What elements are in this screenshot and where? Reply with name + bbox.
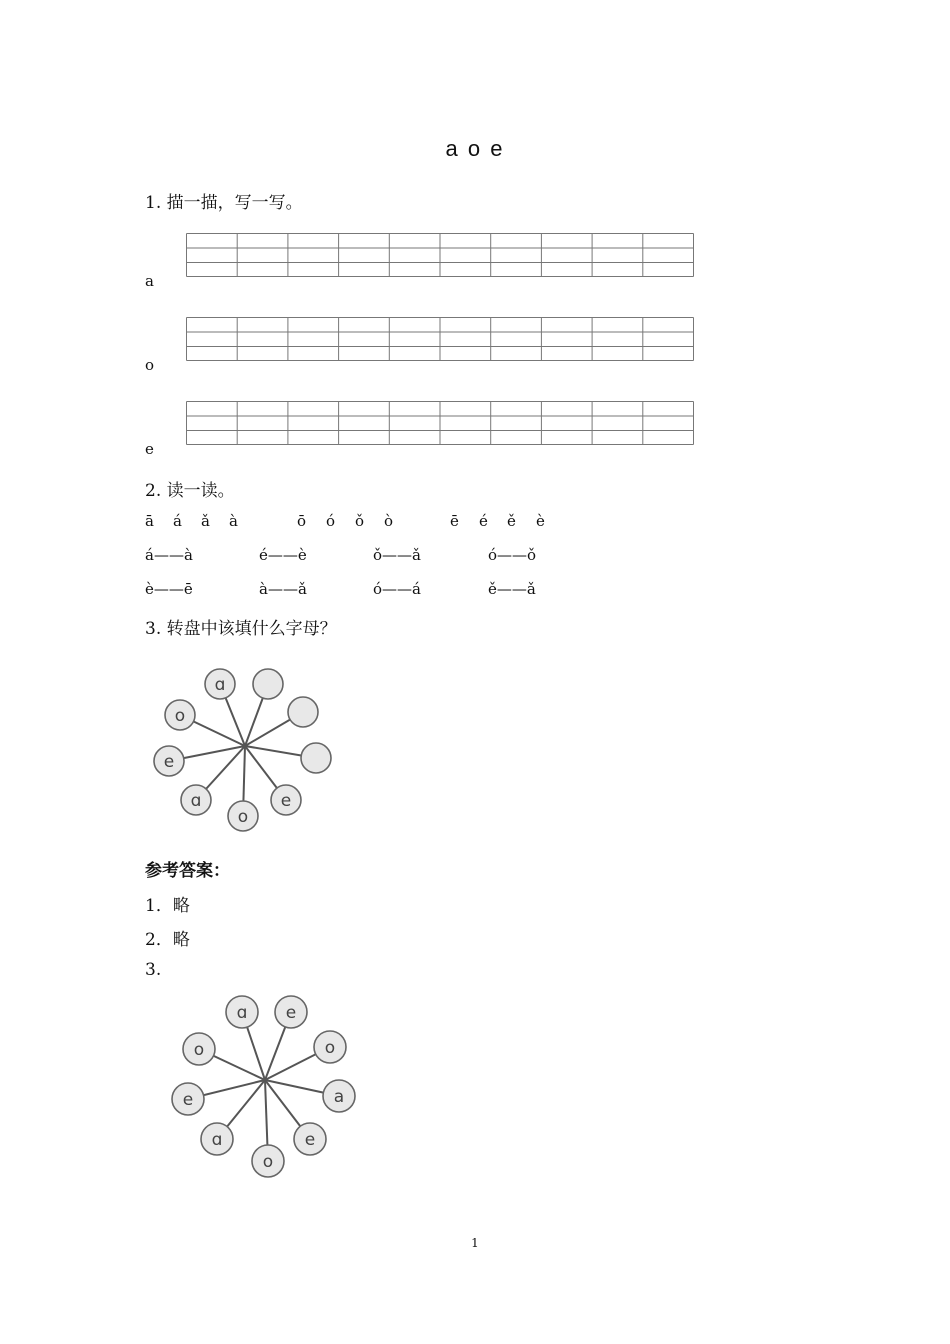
wheel-bubble xyxy=(271,785,301,815)
tone-pair: è——ē xyxy=(145,580,193,598)
wheel-bubble xyxy=(288,697,318,727)
wheel-letter: o xyxy=(324,1038,336,1058)
wheel-letter: ɑ xyxy=(190,791,202,811)
tone-pair: ǒ——ǎ xyxy=(373,546,421,564)
page-title: a o e xyxy=(445,136,505,161)
tone-item: à xyxy=(229,512,238,530)
wheel-bubble xyxy=(253,669,283,699)
tone-item: á xyxy=(173,512,182,530)
wheel-bubble xyxy=(323,1080,355,1112)
wheel-bubble xyxy=(205,669,235,699)
wheel-bubble xyxy=(301,743,331,773)
wheel-bubble xyxy=(228,801,258,831)
wheel-bubble xyxy=(154,746,184,776)
page-number: 1 xyxy=(471,1236,479,1250)
tone-pair: ó——á xyxy=(373,580,421,598)
wheel-letter: o xyxy=(193,1040,205,1060)
wheel-letter: ɑ xyxy=(214,675,226,695)
answers-heading: 参考答案： xyxy=(145,861,230,881)
row-label-o: o xyxy=(145,356,155,374)
tone-item: ò xyxy=(384,512,394,530)
tone-pair: à——ǎ xyxy=(259,580,307,598)
answer-wheel xyxy=(165,990,370,1182)
answer-3: 3. xyxy=(145,960,162,980)
tone-item: ó xyxy=(326,512,336,530)
answer-2: 2．略 xyxy=(145,930,190,950)
wheel-letter: a xyxy=(333,1087,345,1107)
wheel-letter: o xyxy=(174,706,186,726)
wheel-bubble xyxy=(252,1145,284,1177)
wheel-letter: e xyxy=(280,791,292,811)
tone-item: ā xyxy=(145,512,154,530)
wheel-letter: o xyxy=(262,1152,274,1172)
wheel-letter: e xyxy=(285,1003,297,1023)
row-label-a: a xyxy=(145,272,154,290)
wheel-letter: e xyxy=(163,752,175,772)
tone-item: ǎ xyxy=(201,512,210,530)
tone-line-2 xyxy=(0,546,950,566)
question-2-heading: 2. 读一读。 xyxy=(145,481,235,501)
wheel-bubble xyxy=(183,1033,215,1065)
wheel-bubble xyxy=(201,1123,233,1155)
wheel-bubble xyxy=(275,996,307,1028)
tone-pair: é——è xyxy=(259,546,307,564)
tone-item: ō xyxy=(297,512,307,530)
tone-pair: ě——ǎ xyxy=(488,580,536,598)
wheel-letter: e xyxy=(304,1130,316,1150)
tone-item: ǒ xyxy=(355,512,365,530)
four-line-grid xyxy=(186,401,694,445)
question-1-heading: 1. 描一描，写一写。 xyxy=(145,193,303,213)
wheel-letter: ɑ xyxy=(236,1003,248,1023)
tone-item: ě xyxy=(507,512,516,530)
question-wheel xyxy=(145,660,355,840)
tone-item: é xyxy=(479,512,488,530)
row-label-e: e xyxy=(145,440,154,458)
wheel-letter: ɑ xyxy=(211,1130,223,1150)
tone-pair: á——à xyxy=(145,546,193,564)
answer-wheel-svg xyxy=(165,990,370,1182)
tone-item: ē xyxy=(450,512,459,530)
tone-line-1 xyxy=(0,512,950,532)
writing-grid-o xyxy=(186,317,694,361)
wheel-bubble xyxy=(181,785,211,815)
wheel-bubble xyxy=(165,700,195,730)
four-line-grid xyxy=(186,317,694,361)
four-line-grid xyxy=(186,233,694,277)
writing-grid-e xyxy=(186,401,694,445)
answer-1: 1．略 xyxy=(145,896,190,916)
wheel-bubble xyxy=(294,1123,326,1155)
writing-grid-a xyxy=(186,233,694,277)
wheel-letter: e xyxy=(182,1090,194,1110)
wheel-bubble xyxy=(172,1083,204,1115)
tone-item: è xyxy=(536,512,545,530)
wheel-bubble xyxy=(226,996,258,1028)
tone-line-3 xyxy=(0,580,950,600)
wheel-bubble xyxy=(314,1031,346,1063)
question-wheel-svg xyxy=(145,660,355,840)
wheel-letter: o xyxy=(237,807,249,827)
question-3-heading: 3. 转盘中该填什么字母？ xyxy=(145,619,337,639)
tone-pair: ó——ǒ xyxy=(488,546,537,564)
